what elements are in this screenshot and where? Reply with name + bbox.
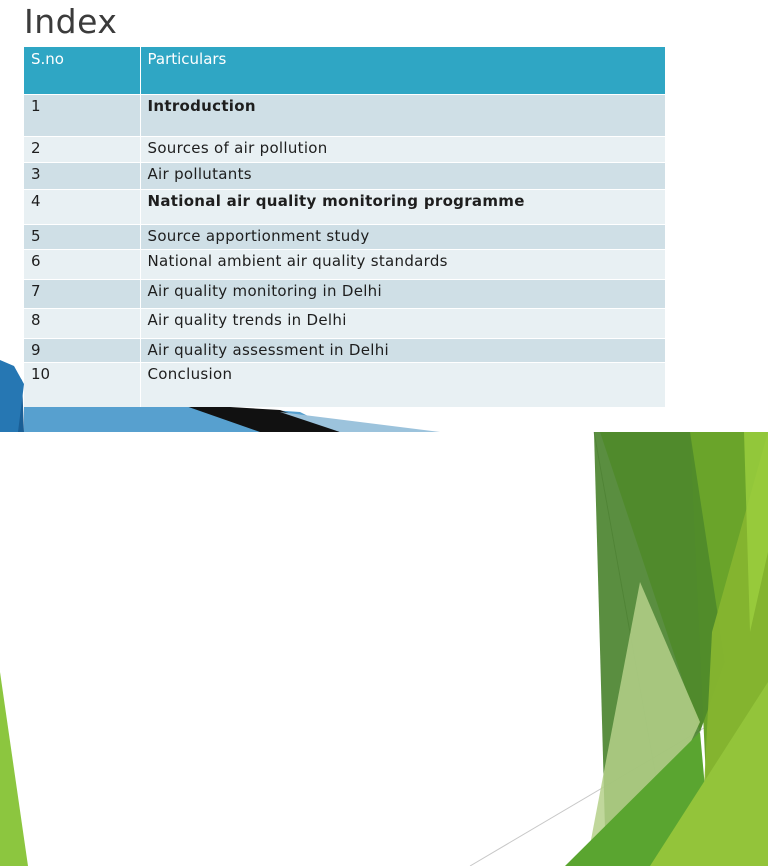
row-particulars: Air quality assessment in Delhi (140, 338, 665, 362)
row-particulars: Air quality trends in Delhi (140, 308, 665, 338)
index-slide (0, 0, 768, 432)
row-particulars: National ambient air quality standards (140, 249, 665, 279)
row-sno: 5 (24, 224, 140, 249)
row-sno: 4 (24, 189, 140, 224)
blank-slide (0, 432, 768, 866)
table-row (24, 136, 665, 162)
row-sno: 3 (24, 162, 140, 189)
slide-title: Index (24, 2, 118, 41)
row-sno: 7 (24, 279, 140, 308)
row-sno: 9 (24, 338, 140, 362)
row-particulars: Conclusion (140, 362, 665, 407)
row-particulars: Sources of air pollution (140, 136, 665, 162)
table-row (24, 362, 665, 407)
header-sno: S.no (24, 47, 140, 94)
row-particulars: National air quality monitoring programme (140, 189, 665, 224)
table-row (24, 338, 665, 362)
index-table (24, 47, 665, 407)
row-particulars: Introduction (140, 94, 665, 136)
table-row (24, 162, 665, 189)
table-row (24, 189, 665, 224)
row-particulars: Air quality monitoring in Delhi (140, 279, 665, 308)
row-sno: 1 (24, 94, 140, 136)
table-row (24, 94, 665, 136)
row-sno: 10 (24, 362, 140, 407)
row-sno: 6 (24, 249, 140, 279)
table-row (24, 249, 665, 279)
row-particulars: Source apportionment study (140, 224, 665, 249)
table-row (24, 224, 665, 249)
table-header-row (24, 47, 665, 94)
header-particulars: Particulars (140, 47, 665, 94)
row-sno: 2 (24, 136, 140, 162)
green-facet-decoration (0, 432, 768, 866)
table-row (24, 308, 665, 338)
table-row (24, 279, 665, 308)
row-particulars: Air pollutants (140, 162, 665, 189)
row-sno: 8 (24, 308, 140, 338)
